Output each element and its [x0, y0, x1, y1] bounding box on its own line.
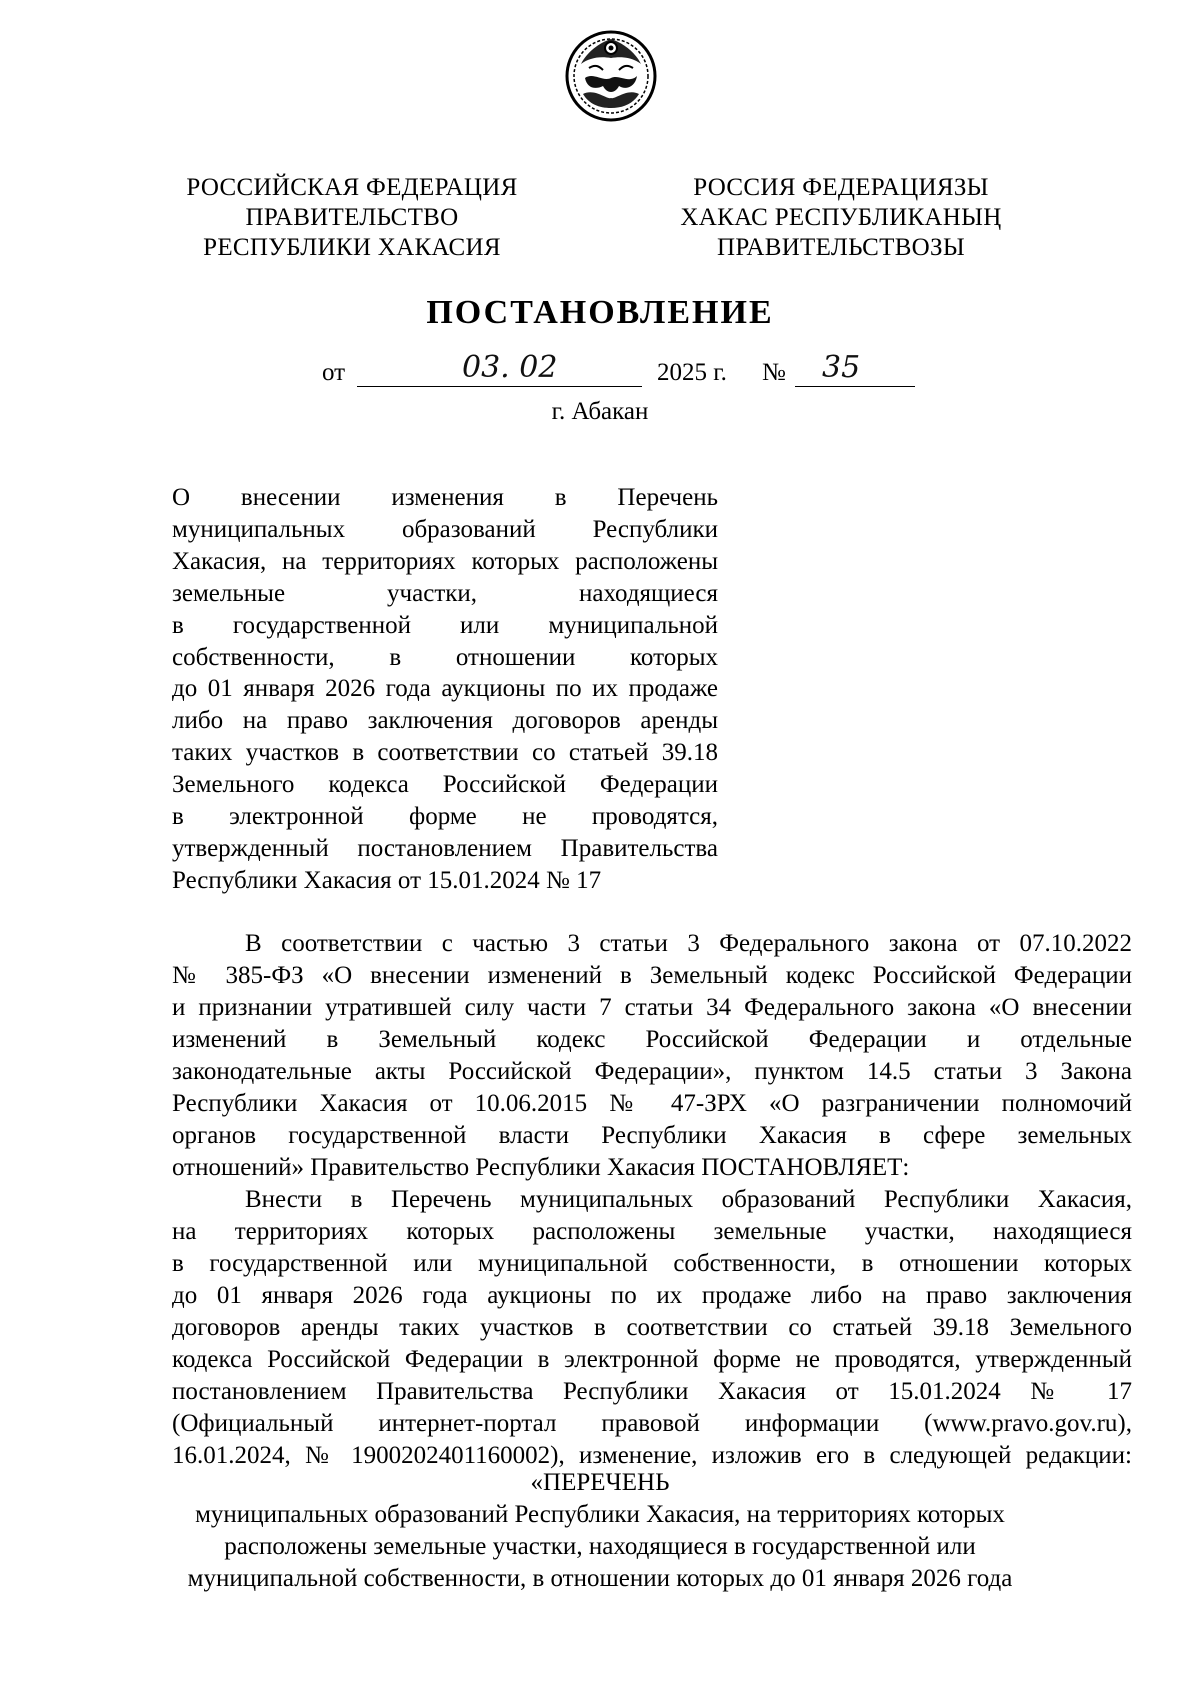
body-line: договоров аренды таких участков в соответствии со статьей 39.18 Земельного — [172, 1314, 1132, 1341]
subject-line: Хакасия, на территориях которых расположены — [172, 547, 718, 575]
handwritten-number: 35 — [822, 350, 861, 385]
subject-line: до 01 января 2026 года аукционы по их продаже — [172, 675, 718, 703]
body-line: № 385-ФЗ «О внесении изменений в Земельный кодекс Российской Федерации — [172, 962, 1132, 989]
perechen-heading: «ПЕРЕЧЕНЬ — [530, 1469, 670, 1496]
document-title: ПОСТАНОВЛЕНИЕ — [426, 294, 774, 331]
body-line: 16.01.2024, № 1900202401160002), изменение, изложив его в следующей редакции: — [172, 1442, 1132, 1469]
perechen-line: муниципальных образований Республики Хакасия, на территориях которых — [195, 1501, 1005, 1528]
body-line: постановлением Правительства Республики Хакасия от 15.01.2024 № 17 — [172, 1378, 1132, 1405]
number-label: № — [762, 359, 786, 386]
issuer-header-khakas — [661, 173, 1021, 263]
year-label: 2025 г. — [657, 359, 727, 386]
body-line: в государственной или муниципальной собственности, в отношении которых — [172, 1250, 1132, 1277]
subject-line: утвержденный постановлением Правительства — [172, 834, 718, 862]
body-line: В соответствии с частью 3 статьи 3 Федерального закона от 07.10.2022 — [245, 930, 1132, 957]
subject-line: муниципальных образований Республики — [172, 515, 718, 543]
issuer-line: ХАКАС РЕСПУБЛИКАНЫҢ — [680, 204, 1002, 231]
resolution-body — [172, 928, 1132, 1472]
issuer-header-russian — [172, 173, 532, 263]
body-line: Республики Хакасия от 10.06.2015 № 47-ЗРХ «О разграничении полномочий — [172, 1090, 1132, 1117]
body-line: на территориях которых расположены земельные участки, находящиеся — [172, 1218, 1132, 1245]
handwritten-date: 03. 02 — [462, 350, 558, 385]
issuer-line: РОССИЯ ФЕДЕРАЦИЯЗЫ — [693, 174, 989, 201]
date-number-line — [0, 350, 1200, 395]
subject-line: Земельного кодекса Российской Федерации — [172, 771, 718, 799]
perechen-line: расположены земельные участки, находящиеся в государственной или — [224, 1533, 976, 1560]
body-line: органов государственной власти Республики Хакасия в сфере земельных — [172, 1122, 1132, 1149]
body-line: (Официальный интернет-портал правовой информации (www.pravo.gov.ru), — [172, 1410, 1132, 1437]
subject-line: Республики Хакасия от 15.01.2024 № 17 — [172, 866, 602, 894]
issuer-line: РОССИЙСКАЯ ФЕДЕРАЦИЯ — [186, 174, 518, 201]
perechen-heading-block — [0, 1467, 1200, 1595]
issuer-line: ПРАВИТЕЛЬСТВО — [245, 204, 459, 231]
subject-line: либо на право заключения договоров аренды — [172, 707, 718, 735]
subject-line: О внесении изменения в Перечень — [172, 484, 718, 511]
coat-of-arms-emblem — [563, 28, 659, 124]
body-line: изменений в Земельный кодекс Российской Федерации и отдельные — [172, 1026, 1132, 1053]
date-prefix: от — [322, 359, 346, 386]
issuer-line: ПРАВИТЕЛЬСТВОЗЫ — [717, 234, 965, 261]
body-line: Внести в Перечень муниципальных образований Республики Хакасия, — [245, 1186, 1132, 1213]
perechen-line: муниципальной собственности, в отношении которых до 01 января 2026 года — [187, 1565, 1013, 1592]
body-line: отношений» Правительство Республики Хакасия ПОСТАНОВЛЯЕТ: — [172, 1154, 910, 1181]
subject-line: собственности, в отношении которых — [172, 643, 718, 671]
body-line: законодательные акты Российской Федерации», пунктом 14.5 статьи 3 Закона — [172, 1058, 1132, 1085]
body-line: и признании утратившей силу части 7 статьи 34 Федерального закона «О внесении — [172, 994, 1132, 1021]
body-line: кодекса Российской Федерации в электронной форме не проводятся, утвержденный — [172, 1346, 1132, 1373]
issuer-line: РЕСПУБЛИКИ ХАКАСИЯ — [203, 234, 501, 261]
document-subject — [172, 482, 718, 897]
date-underline — [357, 386, 642, 387]
body-line: до 01 января 2026 года аукционы по их продаже либо на право заключения — [172, 1282, 1132, 1309]
subject-line: таких участков в соответствии со статьей 39.18 — [172, 739, 718, 767]
subject-line: в государственной или муниципальной — [172, 611, 718, 639]
subject-line: в электронной форме не проводятся, — [172, 803, 718, 831]
subject-line: земельные участки, находящиеся — [172, 579, 718, 607]
city-name: г. Абакан — [551, 398, 649, 425]
number-underline — [795, 386, 915, 387]
